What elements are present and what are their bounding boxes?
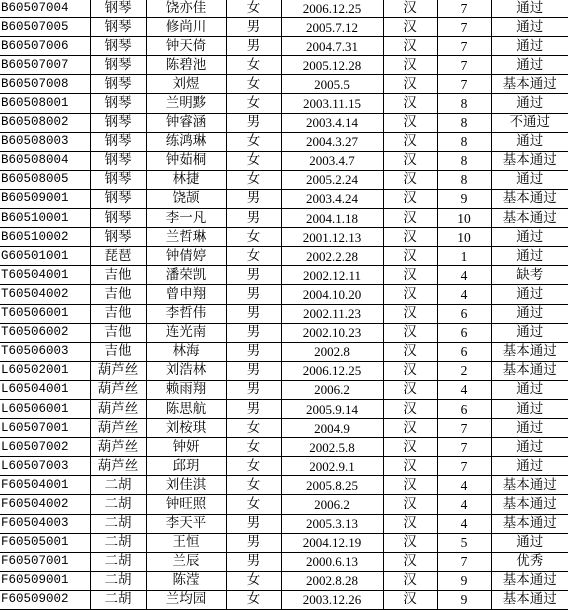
table-row <box>0 476 568 495</box>
student-name-cell[interactable]: 钟天倚 <box>146 37 226 56</box>
exam-level-cell[interactable]: 4 <box>437 476 491 495</box>
exam-result-cell[interactable]: 通过 <box>491 56 568 75</box>
ethnicity-cell[interactable]: 汉 <box>383 590 437 609</box>
exam-result-cell[interactable]: 基本通过 <box>491 209 568 228</box>
student-name-cell[interactable]: 曾申翔 <box>146 285 226 304</box>
ethnicity-cell[interactable]: 汉 <box>383 380 437 399</box>
student-name-cell[interactable]: 兰哲琳 <box>146 228 226 247</box>
table-row <box>0 285 568 304</box>
student-name-cell[interactable]: 陈思航 <box>146 399 226 418</box>
exam-level-cell[interactable]: 6 <box>437 304 491 323</box>
instrument-cell[interactable]: 琵琶 <box>90 247 146 266</box>
student-name-cell[interactable]: 林捷 <box>146 170 226 189</box>
candidate-id-cell[interactable]: B60508005 <box>0 170 90 189</box>
table-row <box>0 75 568 94</box>
candidate-id-cell[interactable]: L60507002 <box>0 438 90 457</box>
ethnicity-cell[interactable]: 汉 <box>383 94 437 113</box>
table-row <box>0 94 568 113</box>
birth-date-cell[interactable]: 2000.6.13 <box>281 552 383 571</box>
table-row <box>0 457 568 476</box>
exam-result-cell[interactable]: 通过 <box>491 228 568 247</box>
candidate-id-cell[interactable]: B60508003 <box>0 132 90 151</box>
instrument-cell[interactable]: 葫芦丝 <box>90 419 146 438</box>
exam-result-cell[interactable]: 缺考 <box>491 266 568 285</box>
student-name-cell[interactable]: 刘浩林 <box>146 361 226 380</box>
ethnicity-cell[interactable]: 汉 <box>383 37 437 56</box>
gender-cell[interactable]: 女 <box>226 132 281 151</box>
exam-level-cell[interactable]: 7 <box>437 419 491 438</box>
candidate-id-cell[interactable]: B60507006 <box>0 37 90 56</box>
student-name-cell[interactable]: 饶亦佳 <box>146 0 226 18</box>
instrument-cell[interactable]: 钢琴 <box>90 0 146 18</box>
student-name-cell[interactable]: 陈滢 <box>146 571 226 590</box>
candidate-id-cell[interactable]: G60501001 <box>0 247 90 266</box>
table-row <box>0 170 568 189</box>
exam-level-cell[interactable]: 6 <box>437 342 491 361</box>
birth-date-cell[interactable]: 2004.10.20 <box>281 285 383 304</box>
gender-cell[interactable]: 女 <box>226 75 281 94</box>
instrument-cell[interactable]: 钢琴 <box>90 228 146 247</box>
ethnicity-cell[interactable]: 汉 <box>383 438 437 457</box>
exam-level-cell[interactable]: 7 <box>437 75 491 94</box>
candidate-id-cell[interactable]: B60507008 <box>0 75 90 94</box>
exam-level-cell[interactable]: 6 <box>437 399 491 418</box>
table-row <box>0 342 568 361</box>
exam-level-cell[interactable]: 7 <box>437 457 491 476</box>
exam-level-cell[interactable]: 8 <box>437 151 491 170</box>
table-row <box>0 247 568 266</box>
instrument-cell[interactable]: 钢琴 <box>90 94 146 113</box>
candidate-id-cell[interactable]: B60510002 <box>0 228 90 247</box>
ethnicity-cell[interactable]: 汉 <box>383 170 437 189</box>
birth-date-cell[interactable]: 2003.4.24 <box>281 189 383 208</box>
instrument-cell[interactable]: 吉他 <box>90 304 146 323</box>
candidate-id-cell[interactable]: L60507001 <box>0 419 90 438</box>
exam-result-cell[interactable]: 基本通过 <box>491 342 568 361</box>
instrument-cell[interactable]: 钢琴 <box>90 18 146 37</box>
birth-date-cell[interactable]: 2003.4.14 <box>281 113 383 132</box>
birth-date-cell[interactable]: 2003.4.7 <box>281 151 383 170</box>
student-name-cell[interactable]: 钟旺照 <box>146 495 226 514</box>
gender-cell[interactable]: 男 <box>226 399 281 418</box>
candidate-id-cell[interactable]: L60507003 <box>0 457 90 476</box>
candidate-id-cell[interactable]: T60506003 <box>0 342 90 361</box>
ethnicity-cell[interactable]: 汉 <box>383 247 437 266</box>
gender-cell[interactable]: 女 <box>226 228 281 247</box>
gender-cell[interactable]: 男 <box>226 37 281 56</box>
student-name-cell[interactable]: 李天平 <box>146 514 226 533</box>
instrument-cell[interactable]: 葫芦丝 <box>90 380 146 399</box>
exam-result-cell[interactable]: 通过 <box>491 323 568 342</box>
exam-level-cell[interactable]: 4 <box>437 285 491 304</box>
table-row <box>0 571 568 590</box>
gender-cell[interactable]: 男 <box>226 361 281 380</box>
candidate-id-cell[interactable]: F60507001 <box>0 552 90 571</box>
candidate-id-cell[interactable]: F60504002 <box>0 495 90 514</box>
ethnicity-cell[interactable]: 汉 <box>383 514 437 533</box>
student-name-cell[interactable]: 钟睿涵 <box>146 113 226 132</box>
birth-date-cell[interactable]: 2003.12.26 <box>281 590 383 609</box>
ethnicity-cell[interactable]: 汉 <box>383 342 437 361</box>
ethnicity-cell[interactable]: 汉 <box>383 495 437 514</box>
ethnicity-cell[interactable]: 汉 <box>383 399 437 418</box>
exam-result-cell[interactable]: 通过 <box>491 533 568 552</box>
student-name-cell[interactable]: 兰明黟 <box>146 94 226 113</box>
gender-cell[interactable]: 男 <box>226 18 281 37</box>
ethnicity-cell[interactable]: 汉 <box>383 571 437 590</box>
student-name-cell[interactable]: 兰均园 <box>146 590 226 609</box>
exam-level-cell[interactable]: 7 <box>437 18 491 37</box>
table-row <box>0 266 568 285</box>
instrument-cell[interactable]: 吉他 <box>90 285 146 304</box>
candidate-id-cell[interactable]: F60504003 <box>0 514 90 533</box>
birth-date-cell[interactable]: 2002.12.11 <box>281 266 383 285</box>
birth-date-cell[interactable]: 2002.8 <box>281 342 383 361</box>
exam-level-cell[interactable]: 4 <box>437 514 491 533</box>
ethnicity-cell[interactable]: 汉 <box>383 132 437 151</box>
birth-date-cell[interactable]: 2002.10.23 <box>281 323 383 342</box>
instrument-cell[interactable]: 葫芦丝 <box>90 399 146 418</box>
exam-result-cell[interactable]: 基本通过 <box>491 495 568 514</box>
exam-result-cell[interactable]: 基本通过 <box>491 75 568 94</box>
exam-result-cell[interactable]: 不通过 <box>491 113 568 132</box>
instrument-cell[interactable]: 葫芦丝 <box>90 438 146 457</box>
student-name-cell[interactable]: 钟倩婷 <box>146 247 226 266</box>
candidate-id-cell[interactable]: B60508001 <box>0 94 90 113</box>
birth-date-cell[interactable]: 2005.9.14 <box>281 399 383 418</box>
exam-result-cell[interactable]: 基本通过 <box>491 514 568 533</box>
birth-date-cell[interactable]: 2005.5 <box>281 75 383 94</box>
exam-result-cell[interactable]: 通过 <box>491 285 568 304</box>
table-row <box>0 380 568 399</box>
exam-level-cell[interactable]: 8 <box>437 113 491 132</box>
exam-level-cell[interactable]: 1 <box>437 247 491 266</box>
student-name-cell[interactable]: 钟妍 <box>146 438 226 457</box>
exam-level-cell[interactable]: 10 <box>437 228 491 247</box>
student-name-cell[interactable]: 饶颉 <box>146 189 226 208</box>
exam-result-cell[interactable]: 基本通过 <box>491 151 568 170</box>
table-row <box>0 151 568 170</box>
exam-result-cell[interactable]: 通过 <box>491 419 568 438</box>
exam-result-cell[interactable]: 通过 <box>491 0 568 18</box>
exam-result-cell[interactable]: 通过 <box>491 18 568 37</box>
exam-level-cell[interactable]: 8 <box>437 132 491 151</box>
birth-date-cell[interactable]: 2005.12.28 <box>281 56 383 75</box>
birth-date-cell[interactable]: 2006.2 <box>281 495 383 514</box>
gender-cell[interactable]: 男 <box>226 285 281 304</box>
gender-cell[interactable]: 男 <box>226 533 281 552</box>
candidate-id-cell[interactable]: B60507005 <box>0 18 90 37</box>
table-row <box>0 18 568 37</box>
birth-date-cell[interactable]: 2002.5.8 <box>281 438 383 457</box>
student-name-cell[interactable]: 连光南 <box>146 323 226 342</box>
exam-result-cell[interactable]: 通过 <box>491 37 568 56</box>
instrument-cell[interactable]: 葫芦丝 <box>90 361 146 380</box>
instrument-cell[interactable]: 钢琴 <box>90 151 146 170</box>
table-row <box>0 438 568 457</box>
exam-level-cell[interactable]: 6 <box>437 323 491 342</box>
student-name-cell[interactable]: 练鸿琳 <box>146 132 226 151</box>
exam-level-cell[interactable]: 7 <box>437 0 491 18</box>
candidate-id-cell[interactable]: B60508002 <box>0 113 90 132</box>
exam-level-cell[interactable]: 9 <box>437 189 491 208</box>
instrument-cell[interactable]: 钢琴 <box>90 56 146 75</box>
gender-cell[interactable]: 女 <box>226 56 281 75</box>
gender-cell[interactable]: 女 <box>226 590 281 609</box>
table-row <box>0 514 568 533</box>
table-row <box>0 37 568 56</box>
exam-level-cell[interactable]: 8 <box>437 170 491 189</box>
ethnicity-cell[interactable]: 汉 <box>383 285 437 304</box>
student-name-cell[interactable]: 赖雨翔 <box>146 380 226 399</box>
exam-result-cell[interactable]: 通过 <box>491 304 568 323</box>
gender-cell[interactable]: 男 <box>226 552 281 571</box>
exam-result-cell[interactable]: 基本通过 <box>491 476 568 495</box>
gender-cell[interactable]: 男 <box>226 380 281 399</box>
candidate-id-cell[interactable]: B60510001 <box>0 209 90 228</box>
exam-level-cell[interactable]: 2 <box>437 361 491 380</box>
table-row <box>0 209 568 228</box>
ethnicity-cell[interactable]: 汉 <box>383 151 437 170</box>
instrument-cell[interactable]: 吉他 <box>90 323 146 342</box>
instrument-cell[interactable]: 钢琴 <box>90 170 146 189</box>
gender-cell[interactable]: 男 <box>226 209 281 228</box>
exam-result-cell[interactable]: 通过 <box>491 380 568 399</box>
ethnicity-cell[interactable]: 汉 <box>383 113 437 132</box>
birth-date-cell[interactable]: 2003.11.15 <box>281 94 383 113</box>
gender-cell[interactable]: 男 <box>226 323 281 342</box>
gender-cell[interactable]: 女 <box>226 438 281 457</box>
ethnicity-cell[interactable]: 汉 <box>383 228 437 247</box>
exam-level-cell[interactable]: 4 <box>437 380 491 399</box>
table-row <box>0 0 568 18</box>
ethnicity-cell[interactable]: 汉 <box>383 533 437 552</box>
ethnicity-cell[interactable]: 汉 <box>383 189 437 208</box>
instrument-cell[interactable]: 钢琴 <box>90 132 146 151</box>
table-row <box>0 533 568 552</box>
exam-level-cell[interactable]: 8 <box>437 94 491 113</box>
birth-date-cell[interactable]: 2002.2.28 <box>281 247 383 266</box>
student-name-cell[interactable]: 刘煜 <box>146 75 226 94</box>
ethnicity-cell[interactable]: 汉 <box>383 0 437 18</box>
exam-result-cell[interactable]: 通过 <box>491 457 568 476</box>
exam-result-cell[interactable]: 通过 <box>491 247 568 266</box>
birth-date-cell[interactable]: 2005.2.24 <box>281 170 383 189</box>
gender-cell[interactable]: 女 <box>226 495 281 514</box>
gender-cell[interactable]: 女 <box>226 419 281 438</box>
instrument-cell[interactable]: 二胡 <box>90 552 146 571</box>
ethnicity-cell[interactable]: 汉 <box>383 18 437 37</box>
exam-result-cell[interactable]: 基本通过 <box>491 571 568 590</box>
gender-cell[interactable]: 女 <box>226 571 281 590</box>
candidate-id-cell[interactable]: F60509001 <box>0 571 90 590</box>
ethnicity-cell[interactable]: 汉 <box>383 56 437 75</box>
instrument-cell[interactable]: 二胡 <box>90 533 146 552</box>
exam-level-cell[interactable]: 7 <box>437 552 491 571</box>
candidate-id-cell[interactable]: T60506002 <box>0 323 90 342</box>
exam-level-cell[interactable]: 5 <box>437 533 491 552</box>
birth-date-cell[interactable]: 2004.9 <box>281 419 383 438</box>
table-row <box>0 189 568 208</box>
candidate-id-cell[interactable]: L60502001 <box>0 361 90 380</box>
candidate-id-cell[interactable]: T60506001 <box>0 304 90 323</box>
exam-level-cell[interactable]: 7 <box>437 37 491 56</box>
exam-result-cell[interactable]: 通过 <box>491 438 568 457</box>
student-name-cell[interactable]: 林海 <box>146 342 226 361</box>
birth-date-cell[interactable]: 2004.7.31 <box>281 37 383 56</box>
candidate-id-cell[interactable]: F60504001 <box>0 476 90 495</box>
ethnicity-cell[interactable]: 汉 <box>383 75 437 94</box>
ethnicity-cell[interactable]: 汉 <box>383 209 437 228</box>
gender-cell[interactable]: 男 <box>226 304 281 323</box>
table-row <box>0 361 568 380</box>
instrument-cell[interactable]: 二胡 <box>90 495 146 514</box>
exam-result-cell[interactable]: 基本通过 <box>491 189 568 208</box>
gender-cell[interactable]: 女 <box>226 94 281 113</box>
table-row <box>0 56 568 75</box>
student-name-cell[interactable]: 钟茹桐 <box>146 151 226 170</box>
student-name-cell[interactable]: 邱玥 <box>146 457 226 476</box>
exam-result-cell[interactable]: 优秀 <box>491 552 568 571</box>
ethnicity-cell[interactable]: 汉 <box>383 304 437 323</box>
birth-date-cell[interactable]: 2005.3.13 <box>281 514 383 533</box>
exam-level-cell[interactable]: 7 <box>437 56 491 75</box>
candidate-id-cell[interactable]: F60509002 <box>0 590 90 609</box>
birth-date-cell[interactable]: 2005.7.12 <box>281 18 383 37</box>
table-row <box>0 552 568 571</box>
ethnicity-cell[interactable]: 汉 <box>383 266 437 285</box>
exam-level-cell[interactable]: 10 <box>437 209 491 228</box>
gender-cell[interactable]: 女 <box>226 170 281 189</box>
candidate-id-cell[interactable]: L60506001 <box>0 399 90 418</box>
exam-result-cell[interactable]: 通过 <box>491 399 568 418</box>
ethnicity-cell[interactable]: 汉 <box>383 476 437 495</box>
candidate-id-cell[interactable]: B60508004 <box>0 151 90 170</box>
ethnicity-cell[interactable]: 汉 <box>383 457 437 476</box>
gender-cell[interactable]: 男 <box>226 113 281 132</box>
student-name-cell[interactable]: 修尚川 <box>146 18 226 37</box>
exam-result-cell[interactable]: 通过 <box>491 170 568 189</box>
gender-cell[interactable]: 男 <box>226 189 281 208</box>
table-row <box>0 228 568 247</box>
ethnicity-cell[interactable]: 汉 <box>383 323 437 342</box>
exam-level-cell[interactable]: 7 <box>437 438 491 457</box>
gender-cell[interactable]: 男 <box>226 342 281 361</box>
student-name-cell[interactable]: 王恒 <box>146 533 226 552</box>
instrument-cell[interactable]: 吉他 <box>90 266 146 285</box>
student-name-cell[interactable]: 陈碧池 <box>146 56 226 75</box>
candidate-id-cell[interactable]: F60505001 <box>0 533 90 552</box>
instrument-cell[interactable]: 钢琴 <box>90 75 146 94</box>
candidate-id-cell[interactable]: L60504001 <box>0 380 90 399</box>
exam-result-cell[interactable]: 通过 <box>491 94 568 113</box>
gender-cell[interactable]: 女 <box>226 151 281 170</box>
ethnicity-cell[interactable]: 汉 <box>383 361 437 380</box>
exam-level-cell[interactable]: 4 <box>437 266 491 285</box>
table-row <box>0 113 568 132</box>
exam-level-cell[interactable]: 9 <box>437 590 491 609</box>
instrument-cell[interactable]: 二胡 <box>90 476 146 495</box>
instrument-cell[interactable]: 钢琴 <box>90 113 146 132</box>
birth-date-cell[interactable]: 2004.3.27 <box>281 132 383 151</box>
instrument-cell[interactable]: 钢琴 <box>90 189 146 208</box>
instrument-cell[interactable]: 钢琴 <box>90 37 146 56</box>
birth-date-cell[interactable]: 2005.8.25 <box>281 476 383 495</box>
candidate-id-cell[interactable]: B60507007 <box>0 56 90 75</box>
student-name-cell[interactable]: 李一凡 <box>146 209 226 228</box>
candidate-id-cell[interactable]: B60509001 <box>0 189 90 208</box>
student-name-cell[interactable]: 刘桉琪 <box>146 419 226 438</box>
birth-date-cell[interactable]: 2004.12.19 <box>281 533 383 552</box>
birth-date-cell[interactable]: 2001.12.13 <box>281 228 383 247</box>
table-row <box>0 323 568 342</box>
exam-result-cell[interactable]: 基本通过 <box>491 590 568 609</box>
exam-result-cell[interactable]: 基本通过 <box>491 361 568 380</box>
gender-cell[interactable]: 男 <box>226 514 281 533</box>
table-row <box>0 132 568 151</box>
exam-level-cell[interactable]: 4 <box>437 495 491 514</box>
student-name-cell[interactable]: 李哲伟 <box>146 304 226 323</box>
birth-date-cell[interactable]: 2006.12.25 <box>281 361 383 380</box>
instrument-cell[interactable]: 钢琴 <box>90 209 146 228</box>
gender-cell[interactable]: 男 <box>226 266 281 285</box>
birth-date-cell[interactable]: 2002.9.1 <box>281 457 383 476</box>
table-row <box>0 304 568 323</box>
instrument-cell[interactable]: 葫芦丝 <box>90 457 146 476</box>
table-row <box>0 399 568 418</box>
instrument-cell[interactable]: 二胡 <box>90 590 146 609</box>
ethnicity-cell[interactable]: 汉 <box>383 552 437 571</box>
birth-date-cell[interactable]: 2002.8.28 <box>281 571 383 590</box>
birth-date-cell[interactable]: 2002.11.23 <box>281 304 383 323</box>
student-name-cell[interactable]: 兰辰 <box>146 552 226 571</box>
table-row <box>0 495 568 514</box>
gender-cell[interactable]: 女 <box>226 247 281 266</box>
student-name-cell[interactable]: 刘佳淇 <box>146 476 226 495</box>
instrument-cell[interactable]: 二胡 <box>90 514 146 533</box>
birth-date-cell[interactable]: 2004.1.18 <box>281 209 383 228</box>
exam-level-cell[interactable]: 9 <box>437 571 491 590</box>
birth-date-cell[interactable]: 2006.12.25 <box>281 0 383 18</box>
student-name-cell[interactable]: 潘荣凯 <box>146 266 226 285</box>
table-row <box>0 419 568 438</box>
instrument-cell[interactable]: 吉他 <box>90 342 146 361</box>
gender-cell[interactable]: 女 <box>226 457 281 476</box>
ethnicity-cell[interactable]: 汉 <box>383 419 437 438</box>
exam-result-cell[interactable]: 通过 <box>491 132 568 151</box>
candidate-id-cell[interactable]: B60507004 <box>0 0 90 18</box>
birth-date-cell[interactable]: 2006.2 <box>281 380 383 399</box>
instrument-cell[interactable]: 二胡 <box>90 571 146 590</box>
gender-cell[interactable]: 女 <box>226 476 281 495</box>
candidate-id-cell[interactable]: T60504002 <box>0 285 90 304</box>
candidate-id-cell[interactable]: T60504001 <box>0 266 90 285</box>
gender-cell[interactable]: 女 <box>226 0 281 18</box>
